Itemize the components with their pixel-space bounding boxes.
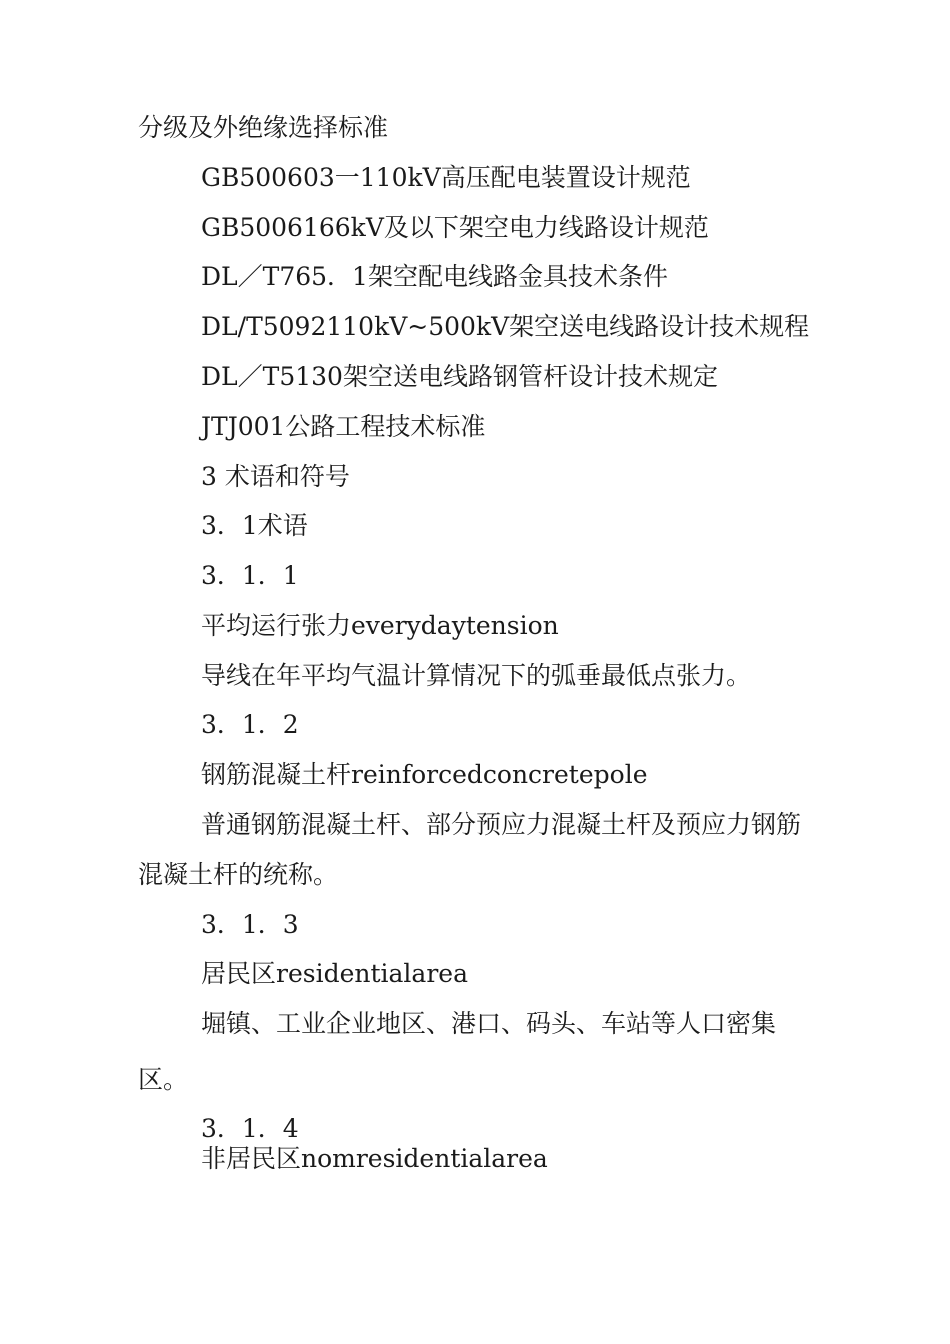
term-definition: 区。	[138, 1065, 189, 1094]
text-line: 分级及外绝缘选择标准	[138, 113, 389, 142]
term-title: 平均运行张力everydaytension	[201, 611, 559, 640]
clause-number: 3．1．2	[201, 710, 299, 739]
clause-number: 3．1．1	[201, 561, 299, 590]
term-title: 非居民区nomresidentialarea	[201, 1144, 548, 1173]
standard-reference: GB500603一110kV高压配电装置设计规范	[201, 163, 691, 192]
term-title: 钢筋混凝土杆reinforcedconcretepole	[201, 760, 648, 789]
standard-reference: JTJ001公路工程技术标准	[201, 412, 486, 441]
term-definition: 导线在年平均气温计算情况下的弧垂最低点张力。	[201, 661, 752, 690]
standard-reference: GB5006166kV及以下架空电力线路设计规范	[201, 213, 709, 242]
term-definition: 普通钢筋混凝土杆、部分预应力混凝土杆及预应力钢筋	[201, 810, 802, 839]
term-definition: 堀镇、工业企业地区、港口、码头、车站等人口密集	[201, 1009, 777, 1038]
standard-reference: DL／T765．1架空配电线路金具技术条件	[201, 262, 668, 291]
term-title: 居民区residentialarea	[201, 959, 468, 988]
standard-reference: DL／T5130架空送电线路钢管杆设计技术规定	[201, 362, 718, 391]
standard-reference: DL/T5092110kV~500kV架空送电线路设计技术规程	[201, 312, 810, 341]
subsection-heading: 3．1术语	[201, 511, 308, 540]
section-heading: 3 术语和符号	[201, 462, 350, 491]
clause-number: 3．1．4	[201, 1114, 299, 1143]
clause-number: 3．1．3	[201, 910, 299, 939]
term-definition: 混凝土杆的统称。	[138, 860, 339, 889]
